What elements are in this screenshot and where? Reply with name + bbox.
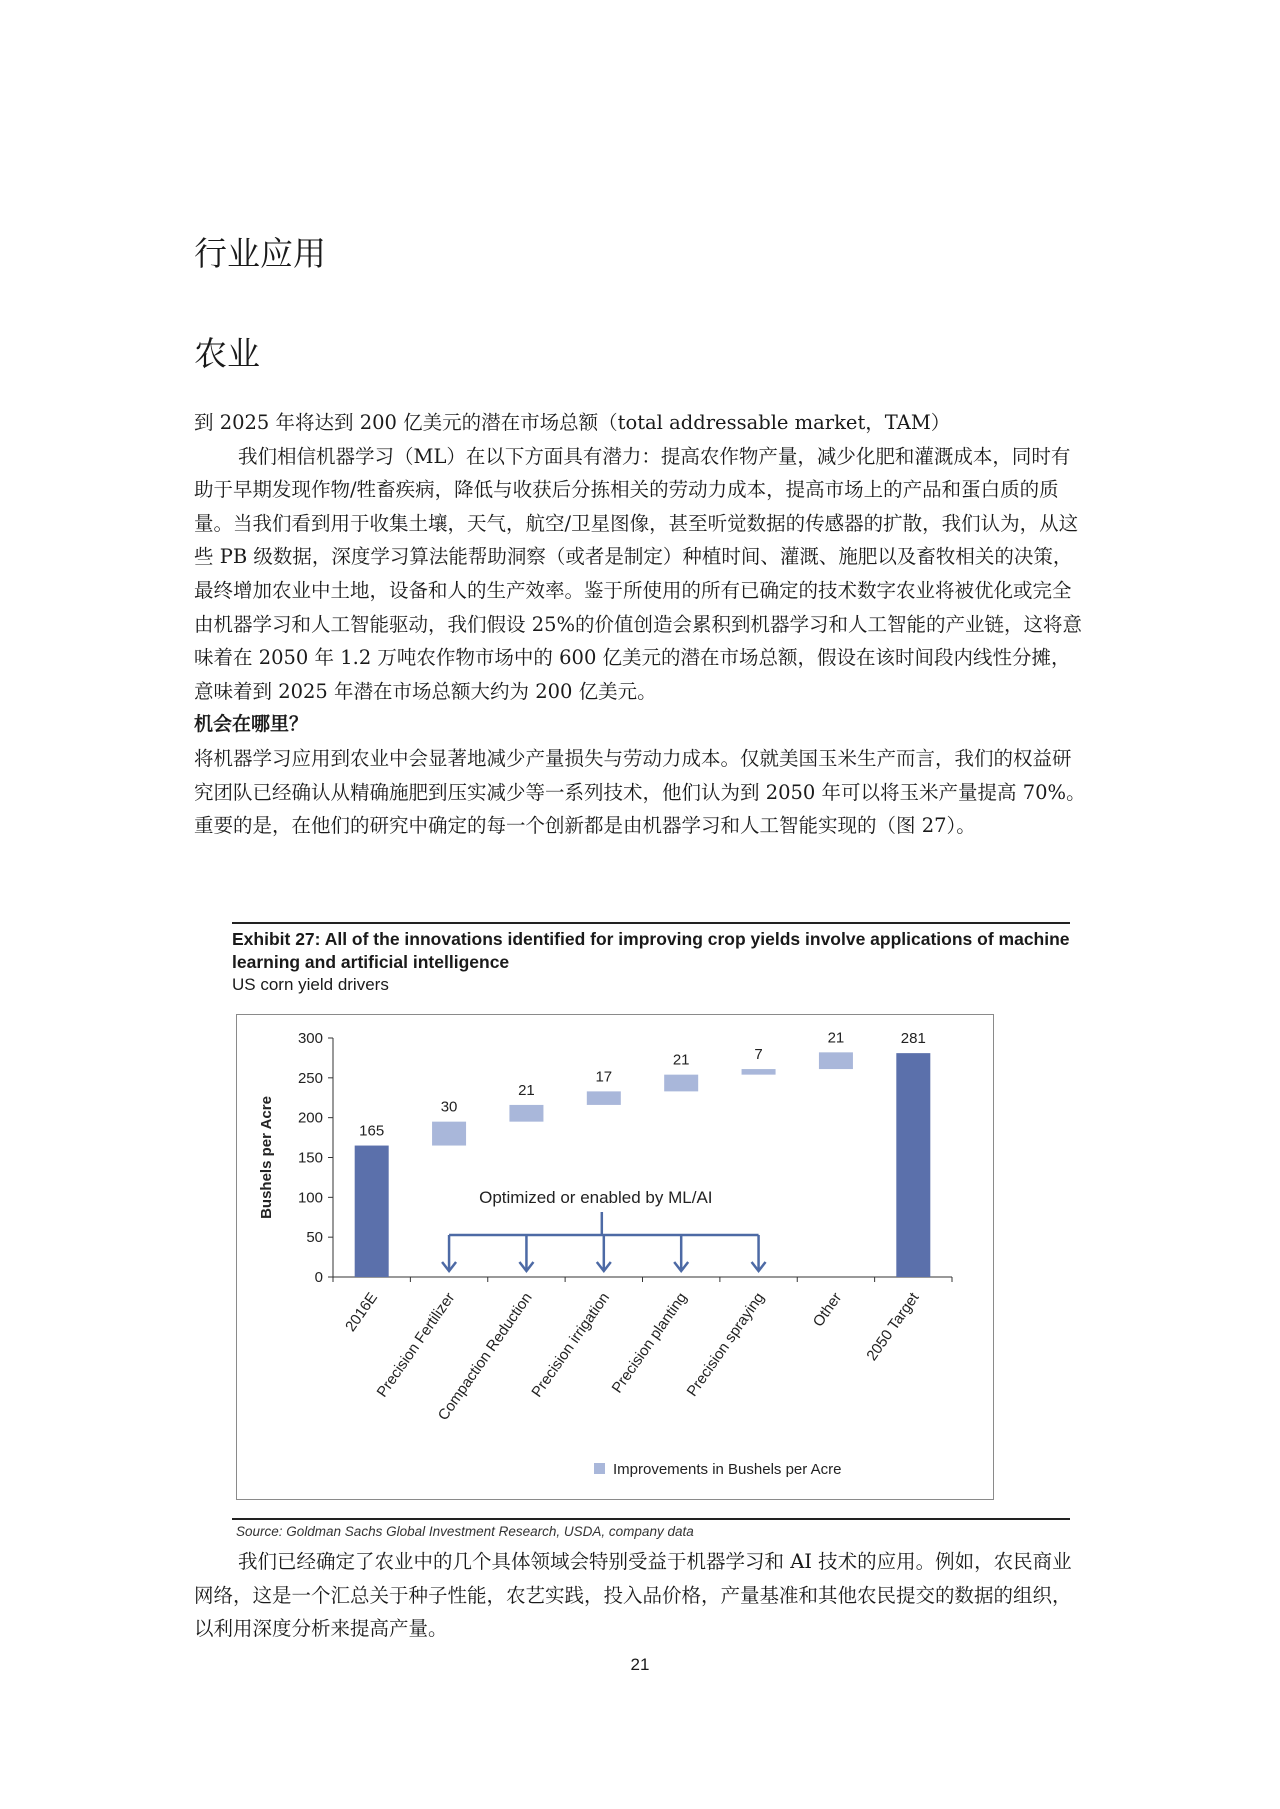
- data-label: 165: [359, 1122, 385, 1140]
- bar-other: [819, 1052, 853, 1069]
- opportunity-heading: 机会在哪里？: [194, 713, 309, 736]
- category-labels: [342, 1289, 923, 1424]
- y-tick-label: 50: [306, 1229, 323, 1247]
- y-tick-label: 250: [297, 1069, 323, 1087]
- exhibit-27: [232, 922, 1070, 1539]
- category-label: Compaction Reduction: [434, 1289, 536, 1424]
- tam-line: 到 2025 年将达到 200 亿美元的潜在市场总额（total addressable market，TAM）: [194, 411, 951, 434]
- data-label: 21: [827, 1029, 845, 1047]
- y-tick-label: 0: [314, 1269, 323, 1286]
- y-axis: [298, 1030, 333, 1286]
- y-tick-label: 200: [297, 1109, 323, 1127]
- y-tick-label: 150: [297, 1149, 323, 1167]
- waterfall-chart: [237, 1015, 993, 1499]
- category-label: 2050 Target: [863, 1289, 923, 1364]
- category-label: Precision spraying: [683, 1289, 768, 1400]
- ml-annotation: [442, 1188, 766, 1271]
- annotation-text: Optimized or enabled by ML/AI: [479, 1188, 713, 1207]
- data-label: 17: [595, 1068, 613, 1086]
- bar-compaction-reduction: [509, 1105, 543, 1122]
- x-axis: [333, 1277, 952, 1282]
- legend-text: Improvements in Bushels per Acre: [613, 1461, 842, 1478]
- body-text-block-1: [194, 406, 1088, 843]
- exhibit-subtitle: US corn yield drivers: [232, 975, 389, 994]
- paragraph-yield: 将机器学习应用到农业中会显著地减少产量损失与劳动力成本。仅就美国玉米生产而言，我们的权益研究团队已经确认从精确施肥到压实减少等一系列技术，他们认为到 2050 年可以将玉米产量提高 70%。重要的是，在他们的研究中确定的每一个创新都是由机器学习和人工智能实现的（图 27）。: [194, 746, 1086, 838]
- bar-precision-fertilizer: [432, 1122, 466, 1146]
- bar-precision-planting: [664, 1075, 698, 1092]
- exhibit-top-rule: [232, 922, 1070, 924]
- category-label: Other: [809, 1289, 846, 1331]
- bars: [355, 1052, 931, 1277]
- exhibit-source: Source: Goldman Sachs Global Investment Research, USDA, company data: [236, 1524, 694, 1539]
- y-tick-label: 300: [297, 1030, 323, 1047]
- exhibit-title: Exhibit 27: All of the innovations identified for improving crop yields involve applications of machine learning and artificial intelligence: [232, 929, 1070, 972]
- paragraph-ml-potential: 我们相信机器学习（ML）在以下方面具有潜力：提高农作物产量，减少化肥和灌溉成本，同时有助于早期发现作物/牲畜疾病，降低与收获后分拣相关的劳动力成本，提高市场上的产品和蛋白质的质量。当我们看到用于收集土壤，天气，航空/卫星图像，甚至听觉数据的传感器的扩散，我们认为，从这些 PB 级数据，深度学习算法能帮助洞察（或者是制定）种植时间、灌溉、施肥以及畜牧相关的决策，最终增加农业中土地，设备和人的生产效率。鉴于所使用的所有已确定的技术数字农业将被优化或完全由机器学习和人工智能驱动，我们假设 25%的价值创造会累积到机器学习和人工智能的产业链，这将意味着在 2050 年 1.2 万吨农作物市场中的 600 亿美元的潜在市场总额，假设在该时间段内线性分摊，意味着到 2025 年潜在市场总额大约为 200 亿美元。: [194, 444, 1083, 703]
- bar-2016e: [355, 1146, 389, 1277]
- data-label: 30: [440, 1098, 458, 1116]
- data-label: 7: [754, 1046, 763, 1064]
- legend-swatch: [594, 1463, 605, 1474]
- chart-frame: [236, 1014, 994, 1500]
- section-heading-agriculture: 农业: [194, 334, 260, 373]
- body-text-block-2: [194, 1545, 1088, 1646]
- category-label: 2016E: [342, 1289, 381, 1335]
- category-label: Precision irrigation: [528, 1289, 614, 1401]
- legend: [594, 1461, 841, 1478]
- section-heading-industry: 行业应用: [194, 234, 326, 273]
- bar-2050-target: [896, 1053, 930, 1277]
- paragraph-applications: 我们已经确定了农业中的几个具体领域会特别受益于机器学习和 AI 技术的应用。例如，农民商业网络，这是一个汇总关于种子性能，农艺实践，投入品价格，产量基准和其他农民提交的数据的组织，以利用深度分析来提高产量。: [194, 1550, 1072, 1641]
- bar-precision-spraying: [742, 1069, 776, 1075]
- data-label: 21: [672, 1051, 690, 1069]
- page-number: 21: [630, 1655, 650, 1674]
- category-label: Precision Fertilizer: [373, 1289, 459, 1401]
- data-label: 281: [900, 1030, 926, 1048]
- y-axis-label: Bushels per Acre: [258, 1096, 275, 1219]
- bar-precision-irrigation: [587, 1091, 621, 1105]
- data-label: 21: [518, 1081, 535, 1099]
- category-label: Precision planting: [608, 1289, 691, 1397]
- exhibit-bottom-rule: [232, 1518, 1070, 1520]
- y-tick-label: 100: [297, 1189, 323, 1207]
